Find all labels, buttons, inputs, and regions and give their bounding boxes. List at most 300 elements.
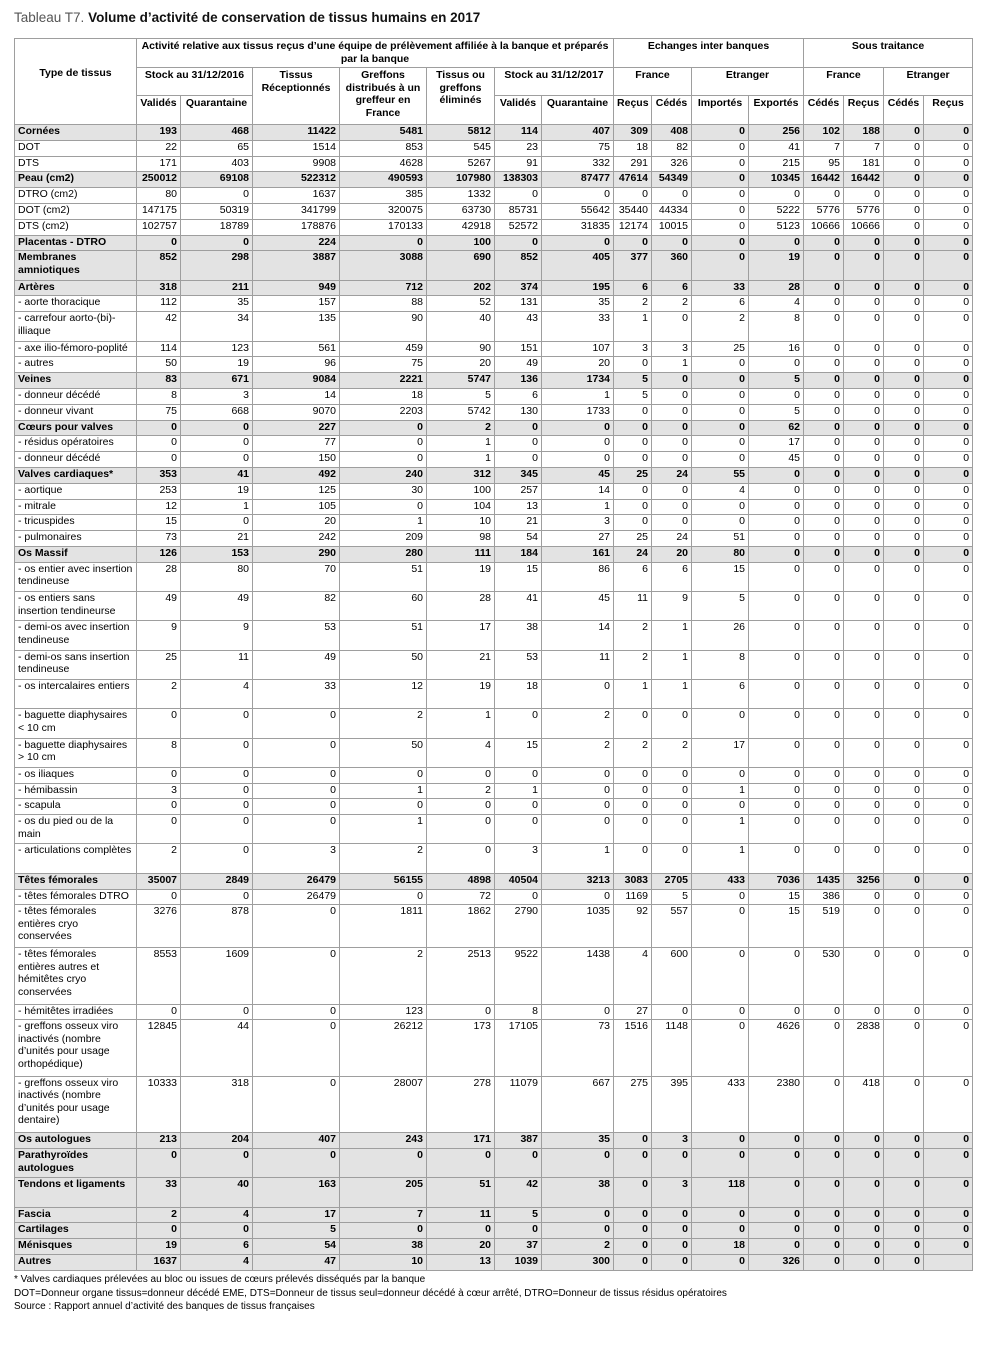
value-cell: 0 xyxy=(884,280,924,296)
table-row xyxy=(15,140,973,156)
value-cell: 0 xyxy=(137,235,181,251)
value-cell: 0 xyxy=(652,483,692,499)
value-cell: 0 xyxy=(924,452,973,468)
value-cell: 54 xyxy=(253,1239,340,1255)
row-label: - autres xyxy=(15,357,137,373)
value-cell: 0 xyxy=(692,767,749,783)
category-row xyxy=(15,1149,973,1178)
subheader-cell: Reçus xyxy=(844,96,884,125)
value-cell: 54349 xyxy=(652,172,692,188)
value-cell: 0 xyxy=(884,889,924,905)
value-cell: 0 xyxy=(340,420,427,436)
value-cell: 16 xyxy=(749,341,804,357)
category-row xyxy=(15,1133,973,1149)
value-cell: 257 xyxy=(495,483,542,499)
value-cell: 332 xyxy=(542,156,614,172)
value-cell: 20 xyxy=(253,515,340,531)
row-label: - tricuspides xyxy=(15,515,137,531)
value-cell: 11 xyxy=(614,592,652,621)
value-cell: 326 xyxy=(749,1255,804,1271)
value-cell: 0 xyxy=(652,404,692,420)
value-cell: 0 xyxy=(804,188,844,204)
value-cell: 0 xyxy=(924,948,973,1004)
value-cell: 0 xyxy=(542,1004,614,1020)
value-cell: 0 xyxy=(844,1004,884,1020)
value-cell: 0 xyxy=(137,436,181,452)
value-cell: 3 xyxy=(652,341,692,357)
value-cell: 50 xyxy=(340,650,427,679)
value-cell: 47 xyxy=(253,1255,340,1271)
value-cell: 0 xyxy=(137,767,181,783)
value-cell: 0 xyxy=(884,499,924,515)
header-stock-2017: Stock au 31/12/2017 xyxy=(495,68,614,96)
value-cell: 0 xyxy=(924,815,973,844)
row-label: - hémitêtes irradiées xyxy=(15,1004,137,1020)
value-cell: 0 xyxy=(924,125,973,141)
value-cell: 0 xyxy=(652,783,692,799)
value-cell: 0 xyxy=(804,1020,844,1076)
value-cell: 30 xyxy=(340,483,427,499)
value-cell: 18 xyxy=(692,1239,749,1255)
value-cell: 118 xyxy=(692,1178,749,1207)
value-cell: 1 xyxy=(652,357,692,373)
value-cell: 33 xyxy=(253,679,340,708)
subheader-cell: Quarantaine xyxy=(181,96,253,125)
value-cell: 11 xyxy=(181,650,253,679)
value-cell: 0 xyxy=(924,1223,973,1239)
value-cell: 1039 xyxy=(495,1255,542,1271)
value-cell: 0 xyxy=(844,357,884,373)
value-cell: 0 xyxy=(884,373,924,389)
value-cell: 157 xyxy=(253,296,340,312)
value-cell: 0 xyxy=(181,1004,253,1020)
value-cell: 0 xyxy=(652,452,692,468)
value-cell: 2 xyxy=(652,296,692,312)
value-cell: 17 xyxy=(253,1207,340,1223)
value-cell: 95 xyxy=(804,156,844,172)
value-cell: 3213 xyxy=(542,873,614,889)
value-cell: 0 xyxy=(924,156,973,172)
value-cell: 107 xyxy=(542,341,614,357)
value-cell: 15 xyxy=(749,905,804,948)
value-cell: 0 xyxy=(749,546,804,562)
value-cell: 0 xyxy=(181,1149,253,1178)
value-cell: 0 xyxy=(427,1223,495,1239)
value-cell: 0 xyxy=(692,251,749,280)
value-cell: 0 xyxy=(137,1149,181,1178)
value-cell: 3 xyxy=(542,515,614,531)
value-cell: 0 xyxy=(924,546,973,562)
footnote-valves: * Valves cardiaques prélevées au bloc ou issues de cœurs prélevés disséqués par la banque xyxy=(14,1274,426,1285)
value-cell: 0 xyxy=(884,452,924,468)
value-cell: 2705 xyxy=(652,873,692,889)
value-cell: 0 xyxy=(542,889,614,905)
value-cell: 0 xyxy=(652,499,692,515)
row-label: - os iliaques xyxy=(15,767,137,783)
value-cell: 0 xyxy=(253,905,340,948)
subheader-cell: Validés xyxy=(495,96,542,125)
value-cell: 0 xyxy=(804,235,844,251)
value-cell: 0 xyxy=(804,738,844,767)
value-cell: 0 xyxy=(884,172,924,188)
value-cell: 0 xyxy=(652,388,692,404)
row-label: - baguette diaphysaires > 10 cm xyxy=(15,738,137,767)
value-cell: 0 xyxy=(692,1149,749,1178)
row-label: - greffons osseux viro inactivés (nombre d’unités pour usage orthopédique) xyxy=(15,1020,137,1076)
value-cell: 0 xyxy=(181,436,253,452)
value-cell: 193 xyxy=(137,125,181,141)
value-cell: 1 xyxy=(542,499,614,515)
value-cell: 11 xyxy=(542,650,614,679)
value-cell: 125 xyxy=(253,483,340,499)
row-label: Os autologues xyxy=(15,1133,137,1149)
value-cell: 0 xyxy=(749,815,804,844)
value-cell: 0 xyxy=(924,562,973,591)
value-cell: 150 xyxy=(253,452,340,468)
value-cell: 0 xyxy=(614,420,652,436)
value-cell: 75 xyxy=(542,140,614,156)
value-cell: 1 xyxy=(614,312,652,341)
value-cell: 35440 xyxy=(614,203,652,219)
value-cell: 161 xyxy=(542,546,614,562)
value-cell: 0 xyxy=(884,546,924,562)
value-cell: 0 xyxy=(137,709,181,738)
value-cell: 9070 xyxy=(253,404,340,420)
value-cell: 3 xyxy=(652,1178,692,1207)
value-cell: 16442 xyxy=(804,172,844,188)
value-cell: 0 xyxy=(844,373,884,389)
value-cell: 0 xyxy=(181,799,253,815)
value-cell: 320075 xyxy=(340,203,427,219)
value-cell: 15 xyxy=(495,738,542,767)
row-label: - donneur décédé xyxy=(15,388,137,404)
value-cell: 24 xyxy=(652,467,692,483)
value-cell: 73 xyxy=(542,1020,614,1076)
value-cell: 2380 xyxy=(749,1076,804,1132)
row-label: Placentas - DTRO xyxy=(15,235,137,251)
value-cell: 0 xyxy=(495,1223,542,1239)
value-cell: 0 xyxy=(884,1076,924,1132)
table-row xyxy=(15,621,973,650)
category-row xyxy=(15,1178,973,1207)
value-cell: 153 xyxy=(181,546,253,562)
value-cell: 0 xyxy=(652,815,692,844)
value-cell: 6 xyxy=(181,1239,253,1255)
value-cell: 4628 xyxy=(340,156,427,172)
table-row xyxy=(15,1076,973,1132)
value-cell: 0 xyxy=(340,499,427,515)
value-cell: 0 xyxy=(253,1076,340,1132)
value-cell: 3088 xyxy=(340,251,427,280)
value-cell: 0 xyxy=(884,873,924,889)
value-cell: 0 xyxy=(253,799,340,815)
value-cell: 0 xyxy=(181,783,253,799)
value-cell: 0 xyxy=(181,452,253,468)
value-cell: 0 xyxy=(804,1149,844,1178)
value-cell: 0 xyxy=(844,499,884,515)
value-cell: 26479 xyxy=(253,889,340,905)
category-row xyxy=(15,172,973,188)
value-cell: 522312 xyxy=(253,172,340,188)
value-cell: 188 xyxy=(844,125,884,141)
value-cell: 26 xyxy=(692,621,749,650)
value-cell: 41 xyxy=(495,592,542,621)
value-cell: 8 xyxy=(137,738,181,767)
row-label: - mitrale xyxy=(15,499,137,515)
value-cell: 0 xyxy=(884,1239,924,1255)
value-cell: 88 xyxy=(340,296,427,312)
value-cell: 5 xyxy=(614,388,652,404)
value-cell: 0 xyxy=(614,515,652,531)
value-cell: 17105 xyxy=(495,1020,542,1076)
value-cell: 0 xyxy=(181,1223,253,1239)
row-label: - têtes fémorales DTRO xyxy=(15,889,137,905)
value-cell: 1 xyxy=(692,783,749,799)
value-cell: 9 xyxy=(181,621,253,650)
value-cell: 163 xyxy=(253,1178,340,1207)
value-cell: 70 xyxy=(253,562,340,591)
value-cell: 0 xyxy=(924,1004,973,1020)
value-cell: 0 xyxy=(844,1133,884,1149)
value-cell: 5742 xyxy=(427,404,495,420)
value-cell: 215 xyxy=(749,156,804,172)
value-cell: 1 xyxy=(614,679,652,708)
value-cell: 243 xyxy=(340,1133,427,1149)
value-cell: 0 xyxy=(749,738,804,767)
value-cell: 0 xyxy=(924,1076,973,1132)
value-cell: 0 xyxy=(692,1020,749,1076)
value-cell: 853 xyxy=(340,140,427,156)
value-cell: 18 xyxy=(495,679,542,708)
value-cell: 0 xyxy=(692,235,749,251)
subheader-cell: Exportés xyxy=(749,96,804,125)
value-cell: 0 xyxy=(884,621,924,650)
table-row xyxy=(15,844,973,873)
value-cell: 8 xyxy=(495,1004,542,1020)
value-cell: 0 xyxy=(924,905,973,948)
value-cell: 0 xyxy=(844,650,884,679)
value-cell: 51 xyxy=(340,621,427,650)
value-cell: 0 xyxy=(652,312,692,341)
value-cell: 0 xyxy=(614,1149,652,1178)
value-cell: 0 xyxy=(495,420,542,436)
value-cell: 184 xyxy=(495,546,542,562)
value-cell: 0 xyxy=(692,388,749,404)
value-cell: 2 xyxy=(652,738,692,767)
value-cell: 1 xyxy=(340,783,427,799)
value-cell: 0 xyxy=(924,873,973,889)
value-cell: 0 xyxy=(924,1149,973,1178)
value-cell: 9 xyxy=(137,621,181,650)
value-cell: 0 xyxy=(804,404,844,420)
value-cell: 0 xyxy=(692,373,749,389)
value-cell: 0 xyxy=(495,709,542,738)
value-cell: 0 xyxy=(884,357,924,373)
value-cell: 0 xyxy=(804,483,844,499)
value-cell: 21 xyxy=(427,650,495,679)
value-cell: 80 xyxy=(181,562,253,591)
value-cell: 0 xyxy=(884,679,924,708)
value-cell: 41 xyxy=(181,467,253,483)
value-cell: 0 xyxy=(181,738,253,767)
value-cell: 0 xyxy=(137,889,181,905)
value-cell: 123 xyxy=(340,1004,427,1020)
row-label: Os Massif xyxy=(15,546,137,562)
value-cell: 0 xyxy=(804,1076,844,1132)
row-label: - demi-os sans insertion tendineuse xyxy=(15,650,137,679)
value-cell: 0 xyxy=(844,767,884,783)
value-cell: 0 xyxy=(924,709,973,738)
value-cell: 49 xyxy=(137,592,181,621)
value-cell: 2 xyxy=(427,420,495,436)
row-label: DTS xyxy=(15,156,137,172)
value-cell: 0 xyxy=(924,296,973,312)
value-cell: 852 xyxy=(137,251,181,280)
value-cell: 0 xyxy=(884,312,924,341)
value-cell: 0 xyxy=(924,844,973,873)
subheader-cell: Cédés xyxy=(652,96,692,125)
value-cell: 4 xyxy=(614,948,652,1004)
value-cell: 0 xyxy=(542,452,614,468)
value-cell: 102757 xyxy=(137,219,181,235)
value-cell: 0 xyxy=(844,467,884,483)
value-cell: 0 xyxy=(652,436,692,452)
value-cell: 712 xyxy=(340,280,427,296)
value-cell: 0 xyxy=(844,783,884,799)
value-cell: 19 xyxy=(137,1239,181,1255)
value-cell: 0 xyxy=(844,188,884,204)
value-cell: 224 xyxy=(253,235,340,251)
value-cell: 25 xyxy=(614,467,652,483)
value-cell: 385 xyxy=(340,188,427,204)
value-cell: 5812 xyxy=(427,125,495,141)
value-cell: 114 xyxy=(495,125,542,141)
value-cell: 17 xyxy=(749,436,804,452)
category-row xyxy=(15,251,973,280)
value-cell: 3 xyxy=(614,341,652,357)
row-label: - têtes fémorales entières autres et hémitêtes cryo conservées xyxy=(15,948,137,1004)
value-cell: 80 xyxy=(137,188,181,204)
value-cell: 0 xyxy=(652,373,692,389)
table-body xyxy=(15,125,973,1271)
value-cell: 3 xyxy=(253,844,340,873)
value-cell: 6 xyxy=(614,562,652,591)
row-label: - scapula xyxy=(15,799,137,815)
value-cell: 0 xyxy=(692,420,749,436)
value-cell: 0 xyxy=(884,905,924,948)
value-cell: 25 xyxy=(614,531,652,547)
value-cell: 0 xyxy=(804,679,844,708)
value-cell: 6 xyxy=(495,388,542,404)
value-cell: 2513 xyxy=(427,948,495,1004)
value-cell: 1514 xyxy=(253,140,340,156)
value-cell: 4626 xyxy=(749,1020,804,1076)
value-cell: 341799 xyxy=(253,203,340,219)
value-cell: 19 xyxy=(749,251,804,280)
value-cell: 33 xyxy=(542,312,614,341)
value-cell: 0 xyxy=(844,905,884,948)
table-header xyxy=(15,39,973,125)
row-label: - donneur décédé xyxy=(15,452,137,468)
row-label: - carrefour aorto-(bi)-illiaque xyxy=(15,312,137,341)
value-cell: 0 xyxy=(253,1149,340,1178)
value-cell: 2790 xyxy=(495,905,542,948)
value-cell: 0 xyxy=(749,188,804,204)
value-cell: 0 xyxy=(614,188,652,204)
value-cell: 0 xyxy=(692,357,749,373)
row-label: - os entier avec insertion tendineuse xyxy=(15,562,137,591)
header-exchange-etranger: Etranger xyxy=(692,68,804,96)
value-cell: 0 xyxy=(692,1004,749,1020)
value-cell: 0 xyxy=(804,621,844,650)
value-cell: 171 xyxy=(427,1133,495,1149)
value-cell: 5776 xyxy=(804,203,844,219)
value-cell: 0 xyxy=(614,357,652,373)
row-label: - os entiers sans insertion tendineurse xyxy=(15,592,137,621)
value-cell: 4 xyxy=(181,679,253,708)
value-cell: 52 xyxy=(427,296,495,312)
value-cell: 0 xyxy=(495,799,542,815)
value-cell: 0 xyxy=(804,388,844,404)
value-cell: 47614 xyxy=(614,172,652,188)
value-cell: 5 xyxy=(749,404,804,420)
header-group-activity: Activité relative aux tissus reçus d’une équipe de prélèvement affiliée à la banque et préparés par la banque xyxy=(137,39,614,68)
subheader-cell: Reçus xyxy=(924,96,973,125)
value-cell: 44334 xyxy=(652,203,692,219)
value-cell: 28007 xyxy=(340,1076,427,1132)
value-cell: 0 xyxy=(181,767,253,783)
value-cell: 0 xyxy=(427,799,495,815)
value-cell: 3276 xyxy=(137,905,181,948)
value-cell: 35007 xyxy=(137,873,181,889)
value-cell: 0 xyxy=(924,388,973,404)
value-cell: 0 xyxy=(844,1223,884,1239)
value-cell: 8 xyxy=(692,650,749,679)
value-cell: 2838 xyxy=(844,1020,884,1076)
value-cell: 0 xyxy=(844,235,884,251)
value-cell: 0 xyxy=(804,1239,844,1255)
value-cell: 0 xyxy=(614,844,652,873)
value-cell: 0 xyxy=(804,767,844,783)
value-cell: 0 xyxy=(614,783,652,799)
subheader-row xyxy=(15,96,973,125)
value-cell: 0 xyxy=(652,844,692,873)
value-cell: 209 xyxy=(340,531,427,547)
value-cell: 0 xyxy=(749,499,804,515)
table-row xyxy=(15,531,973,547)
value-cell: 40504 xyxy=(495,873,542,889)
value-cell: 668 xyxy=(181,404,253,420)
value-cell: 240 xyxy=(340,467,427,483)
value-cell: 0 xyxy=(340,436,427,452)
value-cell: 0 xyxy=(924,420,973,436)
value-cell: 6 xyxy=(652,280,692,296)
value-cell: 345 xyxy=(495,467,542,483)
value-cell: 0 xyxy=(884,650,924,679)
subheader-cell: Cédés xyxy=(804,96,844,125)
value-cell: 0 xyxy=(495,767,542,783)
value-cell: 0 xyxy=(844,621,884,650)
row-label: Veines xyxy=(15,373,137,389)
header-eliminated: Tissus ou greffons éliminés xyxy=(427,68,495,125)
value-cell: 0 xyxy=(652,767,692,783)
value-cell: 0 xyxy=(844,546,884,562)
value-cell: 13 xyxy=(495,499,542,515)
subheader-cell: Quarantaine xyxy=(542,96,614,125)
table-row xyxy=(15,357,973,373)
value-cell: 0 xyxy=(804,436,844,452)
table-title-text: Volume d’activité de conservation de tissus humains en 2017 xyxy=(88,10,481,25)
